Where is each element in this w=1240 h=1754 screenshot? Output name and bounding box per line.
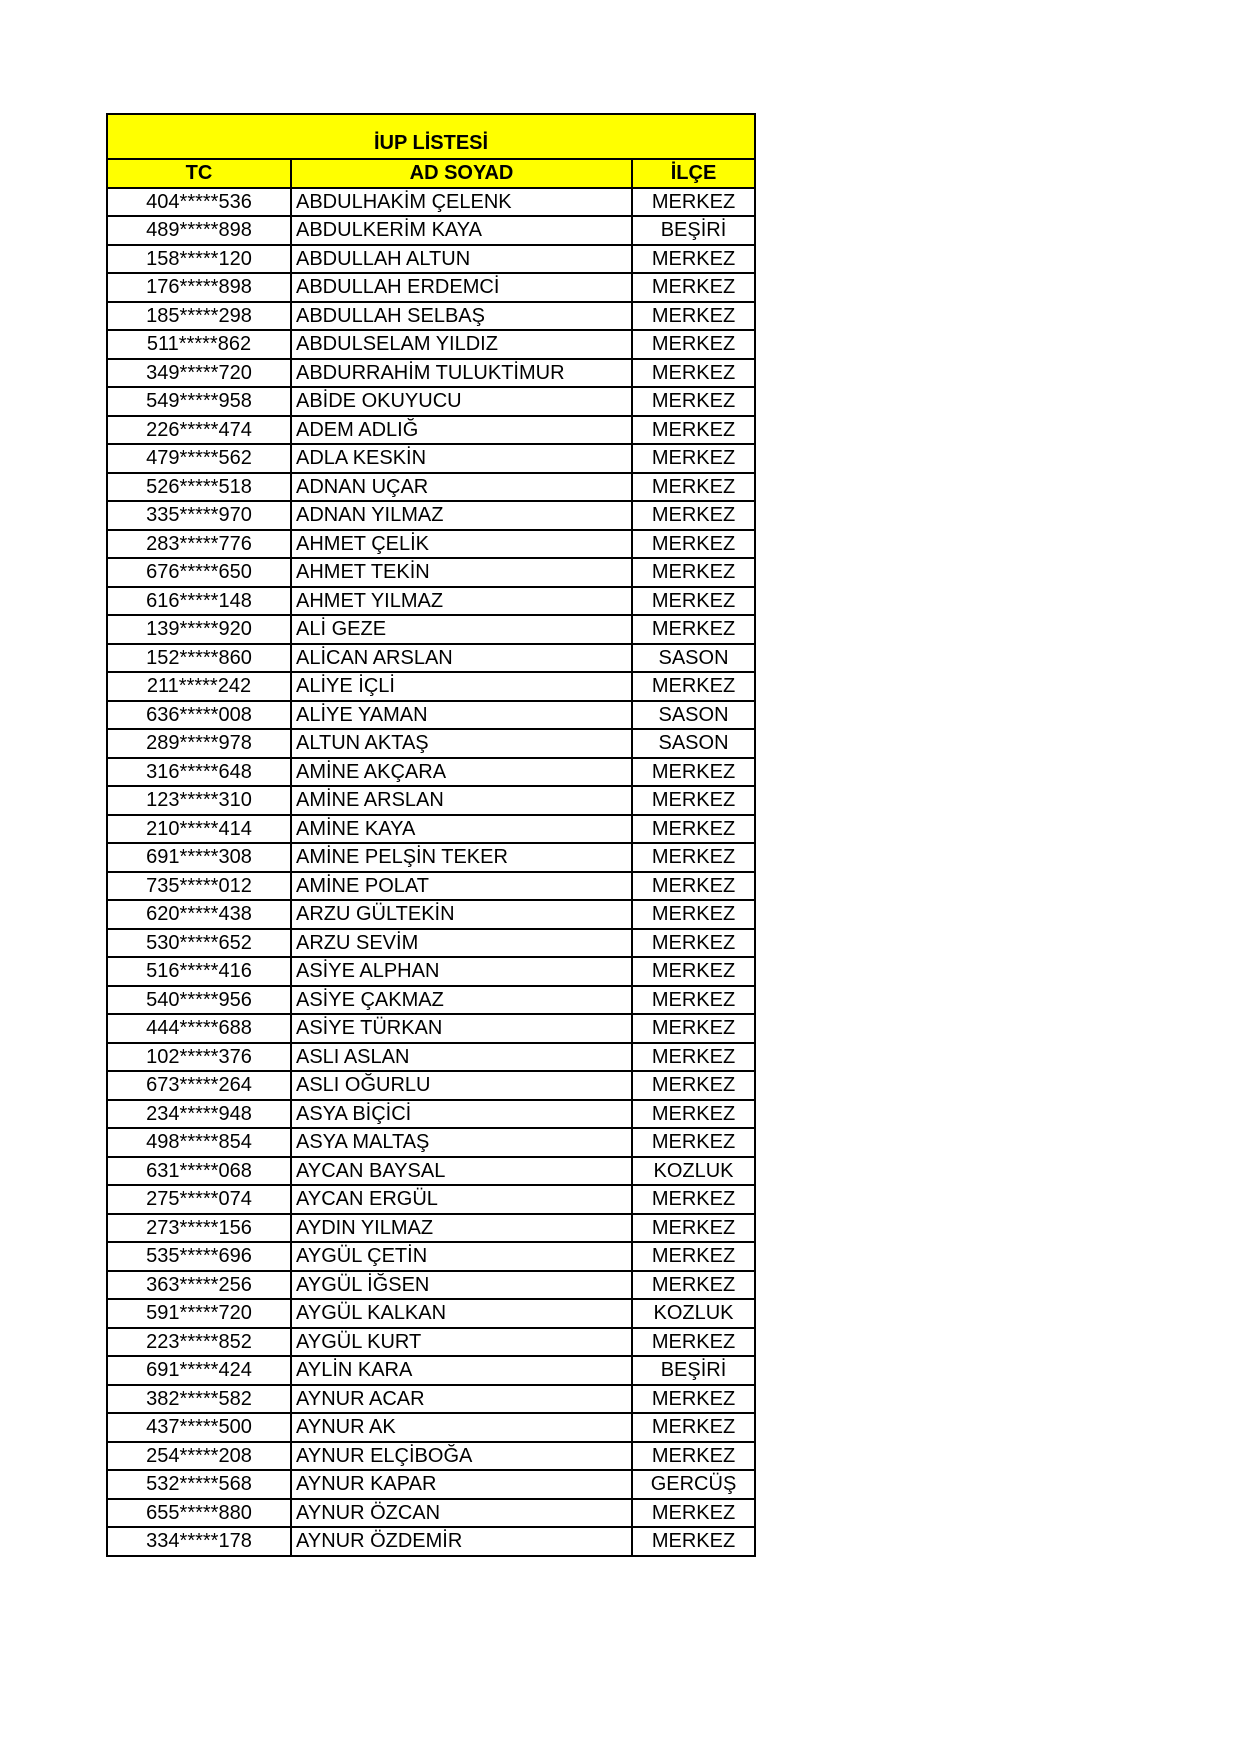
- cell-ilce: MERKEZ: [632, 558, 755, 587]
- cell-ad-soyad: ALTUN AKTAŞ: [291, 729, 632, 758]
- cell-ad-soyad: ALİCAN ARSLAN: [291, 644, 632, 673]
- table-row: [107, 900, 755, 929]
- table-row: [107, 615, 755, 644]
- cell-tc: 283*****776: [107, 530, 291, 559]
- table-row: [107, 558, 755, 587]
- table-row: [107, 1527, 755, 1556]
- cell-ad-soyad: AMİNE POLAT: [291, 872, 632, 901]
- table-row: [107, 1299, 755, 1328]
- cell-ilce: MERKEZ: [632, 957, 755, 986]
- cell-tc: 152*****860: [107, 644, 291, 673]
- cell-ad-soyad: ABDULHAKİM ÇELENK: [291, 188, 632, 217]
- cell-ad-soyad: AYLİN KARA: [291, 1356, 632, 1385]
- cell-ilce: MERKEZ: [632, 1385, 755, 1414]
- cell-ad-soyad: ABDULSELAM YILDIZ: [291, 330, 632, 359]
- cell-ilce: MERKEZ: [632, 1043, 755, 1072]
- table-row: [107, 216, 755, 245]
- cell-ilce: SASON: [632, 729, 755, 758]
- table-row: [107, 416, 755, 445]
- cell-ilce: MERKEZ: [632, 359, 755, 388]
- cell-ilce: MERKEZ: [632, 1442, 755, 1471]
- cell-tc: 511*****862: [107, 330, 291, 359]
- cell-ilce: MERKEZ: [632, 843, 755, 872]
- cell-tc: 234*****948: [107, 1100, 291, 1129]
- table-row: [107, 1100, 755, 1129]
- table-row: [107, 815, 755, 844]
- cell-tc: 620*****438: [107, 900, 291, 929]
- cell-ilce: SASON: [632, 701, 755, 730]
- cell-tc: 535*****696: [107, 1242, 291, 1271]
- cell-tc: 185*****298: [107, 302, 291, 331]
- cell-ad-soyad: AYGÜL ÇETİN: [291, 1242, 632, 1271]
- cell-tc: 275*****074: [107, 1185, 291, 1214]
- table-row: [107, 444, 755, 473]
- cell-ilce: MERKEZ: [632, 387, 755, 416]
- cell-tc: 591*****720: [107, 1299, 291, 1328]
- cell-ilce: MERKEZ: [632, 273, 755, 302]
- table-row: [107, 1128, 755, 1157]
- cell-ilce: MERKEZ: [632, 530, 755, 559]
- table-row: [107, 530, 755, 559]
- cell-ad-soyad: ALİYE İÇLİ: [291, 672, 632, 701]
- cell-ad-soyad: ASYA MALTAŞ: [291, 1128, 632, 1157]
- cell-tc: 289*****978: [107, 729, 291, 758]
- cell-tc: 532*****568: [107, 1470, 291, 1499]
- cell-tc: 549*****958: [107, 387, 291, 416]
- table-row: [107, 1328, 755, 1357]
- cell-tc: 334*****178: [107, 1527, 291, 1556]
- cell-tc: 102*****376: [107, 1043, 291, 1072]
- cell-ad-soyad: AMİNE PELŞİN TEKER: [291, 843, 632, 872]
- cell-ilce: MERKEZ: [632, 1271, 755, 1300]
- table-row: [107, 1185, 755, 1214]
- cell-ad-soyad: ARZU GÜLTEKİN: [291, 900, 632, 929]
- cell-tc: 530*****652: [107, 929, 291, 958]
- cell-ad-soyad: AYNUR ÖZCAN: [291, 1499, 632, 1528]
- table-row: [107, 986, 755, 1015]
- cell-tc: 676*****650: [107, 558, 291, 587]
- table-body: [107, 188, 755, 1556]
- cell-ad-soyad: AYDIN YILMAZ: [291, 1214, 632, 1243]
- column-header-ilce: İLÇE: [632, 159, 755, 188]
- cell-tc: 631*****068: [107, 1157, 291, 1186]
- cell-tc: 526*****518: [107, 473, 291, 502]
- cell-ilce: MERKEZ: [632, 929, 755, 958]
- table-row: [107, 501, 755, 530]
- cell-ilce: MERKEZ: [632, 330, 755, 359]
- cell-tc: 335*****970: [107, 501, 291, 530]
- table-row: [107, 1499, 755, 1528]
- cell-tc: 444*****688: [107, 1014, 291, 1043]
- table-row: [107, 587, 755, 616]
- cell-ilce: SASON: [632, 644, 755, 673]
- cell-tc: 223*****852: [107, 1328, 291, 1357]
- cell-ad-soyad: ABDULKERİM KAYA: [291, 216, 632, 245]
- cell-tc: 540*****956: [107, 986, 291, 1015]
- cell-ilce: MERKEZ: [632, 672, 755, 701]
- cell-tc: 735*****012: [107, 872, 291, 901]
- cell-ad-soyad: AYNUR ACAR: [291, 1385, 632, 1414]
- cell-tc: 636*****008: [107, 701, 291, 730]
- cell-ad-soyad: AMİNE KAYA: [291, 815, 632, 844]
- cell-ilce: MERKEZ: [632, 815, 755, 844]
- cell-tc: 123*****310: [107, 786, 291, 815]
- cell-ad-soyad: ASLI ASLAN: [291, 1043, 632, 1072]
- cell-ad-soyad: ASLI OĞURLU: [291, 1071, 632, 1100]
- cell-ilce: MERKEZ: [632, 615, 755, 644]
- table-row: [107, 330, 755, 359]
- cell-ad-soyad: ASİYE ÇAKMAZ: [291, 986, 632, 1015]
- cell-ad-soyad: ALİ GEZE: [291, 615, 632, 644]
- cell-ilce: MERKEZ: [632, 587, 755, 616]
- cell-ad-soyad: ABİDE OKUYUCU: [291, 387, 632, 416]
- table-row: [107, 786, 755, 815]
- table-row: [107, 758, 755, 787]
- cell-tc: 254*****208: [107, 1442, 291, 1471]
- cell-ad-soyad: AHMET TEKİN: [291, 558, 632, 587]
- cell-tc: 273*****156: [107, 1214, 291, 1243]
- cell-ad-soyad: ABDURRAHİM TULUKTİMUR: [291, 359, 632, 388]
- cell-ilce: MERKEZ: [632, 1214, 755, 1243]
- table-row: [107, 1356, 755, 1385]
- column-header-tc: TC: [107, 159, 291, 188]
- cell-tc: 516*****416: [107, 957, 291, 986]
- cell-ad-soyad: AHMET YILMAZ: [291, 587, 632, 616]
- cell-tc: 211*****242: [107, 672, 291, 701]
- cell-tc: 437*****500: [107, 1413, 291, 1442]
- cell-ilce: MERKEZ: [632, 900, 755, 929]
- cell-ilce: MERKEZ: [632, 416, 755, 445]
- cell-ilce: MERKEZ: [632, 444, 755, 473]
- table-row: [107, 245, 755, 274]
- cell-tc: 404*****536: [107, 188, 291, 217]
- cell-ad-soyad: ABDULLAH SELBAŞ: [291, 302, 632, 331]
- cell-ad-soyad: ADLA KESKİN: [291, 444, 632, 473]
- cell-ad-soyad: ALİYE YAMAN: [291, 701, 632, 730]
- cell-tc: 691*****424: [107, 1356, 291, 1385]
- cell-ilce: BEŞİRİ: [632, 216, 755, 245]
- cell-ilce: MERKEZ: [632, 786, 755, 815]
- cell-tc: 158*****120: [107, 245, 291, 274]
- cell-tc: 349*****720: [107, 359, 291, 388]
- cell-tc: 226*****474: [107, 416, 291, 445]
- cell-ad-soyad: ADNAN UÇAR: [291, 473, 632, 502]
- cell-ad-soyad: AYNUR ÖZDEMİR: [291, 1527, 632, 1556]
- table-row: [107, 1043, 755, 1072]
- table-row: [107, 957, 755, 986]
- cell-ad-soyad: AMİNE ARSLAN: [291, 786, 632, 815]
- cell-ad-soyad: ASYA BİÇİCİ: [291, 1100, 632, 1129]
- table-row: [107, 701, 755, 730]
- cell-ad-soyad: AMİNE AKÇARA: [291, 758, 632, 787]
- table-row: [107, 1071, 755, 1100]
- table-row: [107, 1470, 755, 1499]
- cell-tc: 382*****582: [107, 1385, 291, 1414]
- cell-tc: 479*****562: [107, 444, 291, 473]
- cell-ilce: MERKEZ: [632, 986, 755, 1015]
- cell-ilce: MERKEZ: [632, 1128, 755, 1157]
- cell-tc: 139*****920: [107, 615, 291, 644]
- table-row: [107, 188, 755, 217]
- cell-ilce: MERKEZ: [632, 1499, 755, 1528]
- table-row: [107, 359, 755, 388]
- cell-tc: 316*****648: [107, 758, 291, 787]
- cell-ilce: GERCÜŞ: [632, 1470, 755, 1499]
- table-row: [107, 1157, 755, 1186]
- table-row: [107, 1271, 755, 1300]
- table-row: [107, 1442, 755, 1471]
- cell-tc: 363*****256: [107, 1271, 291, 1300]
- cell-ilce: MERKEZ: [632, 501, 755, 530]
- cell-ad-soyad: AYGÜL İĞSEN: [291, 1271, 632, 1300]
- cell-tc: 616*****148: [107, 587, 291, 616]
- table-row: [107, 387, 755, 416]
- cell-tc: 498*****854: [107, 1128, 291, 1157]
- cell-ad-soyad: AYCAN BAYSAL: [291, 1157, 632, 1186]
- cell-ad-soyad: ASİYE TÜRKAN: [291, 1014, 632, 1043]
- cell-tc: 489*****898: [107, 216, 291, 245]
- cell-ad-soyad: AHMET ÇELİK: [291, 530, 632, 559]
- column-header-ad-soyad: AD SOYAD: [291, 159, 632, 188]
- cell-ad-soyad: ARZU SEVİM: [291, 929, 632, 958]
- table-row: [107, 1242, 755, 1271]
- cell-ilce: KOZLUK: [632, 1299, 755, 1328]
- table-row: [107, 473, 755, 502]
- cell-ad-soyad: ADEM ADLIĞ: [291, 416, 632, 445]
- cell-ilce: MERKEZ: [632, 1014, 755, 1043]
- cell-ad-soyad: ABDULLAH ERDEMCİ: [291, 273, 632, 302]
- iup-list-table: [106, 113, 756, 1557]
- cell-ad-soyad: AYNUR ELÇİBOĞA: [291, 1442, 632, 1471]
- cell-ilce: MERKEZ: [632, 1071, 755, 1100]
- table-row: [107, 843, 755, 872]
- cell-ilce: MERKEZ: [632, 302, 755, 331]
- cell-ilce: MERKEZ: [632, 188, 755, 217]
- cell-ilce: MERKEZ: [632, 245, 755, 274]
- cell-ad-soyad: ADNAN YILMAZ: [291, 501, 632, 530]
- cell-tc: 691*****308: [107, 843, 291, 872]
- table-row: [107, 929, 755, 958]
- table-row: [107, 1214, 755, 1243]
- cell-tc: 210*****414: [107, 815, 291, 844]
- cell-ilce: MERKEZ: [632, 872, 755, 901]
- cell-ilce: MERKEZ: [632, 758, 755, 787]
- table-row: [107, 302, 755, 331]
- table-row: [107, 1413, 755, 1442]
- table-row: [107, 1014, 755, 1043]
- table-row: [107, 1385, 755, 1414]
- cell-ilce: MERKEZ: [632, 1328, 755, 1357]
- table-row: [107, 672, 755, 701]
- cell-ad-soyad: ABDULLAH ALTUN: [291, 245, 632, 274]
- table-row: [107, 729, 755, 758]
- cell-ad-soyad: AYGÜL KURT: [291, 1328, 632, 1357]
- cell-ilce: MERKEZ: [632, 473, 755, 502]
- cell-tc: 673*****264: [107, 1071, 291, 1100]
- cell-ad-soyad: AYGÜL KALKAN: [291, 1299, 632, 1328]
- cell-ilce: MERKEZ: [632, 1413, 755, 1442]
- table-row: [107, 273, 755, 302]
- column-header-row: [107, 159, 755, 188]
- cell-ilce: MERKEZ: [632, 1100, 755, 1129]
- cell-ilce: BEŞİRİ: [632, 1356, 755, 1385]
- table-title: İUP LİSTESİ: [107, 114, 755, 159]
- cell-tc: 655*****880: [107, 1499, 291, 1528]
- cell-tc: 176*****898: [107, 273, 291, 302]
- table-row: [107, 644, 755, 673]
- table-title-row: [107, 114, 755, 159]
- cell-ad-soyad: ASİYE ALPHAN: [291, 957, 632, 986]
- cell-ad-soyad: AYNUR KAPAR: [291, 1470, 632, 1499]
- cell-ilce: KOZLUK: [632, 1157, 755, 1186]
- cell-ad-soyad: AYCAN ERGÜL: [291, 1185, 632, 1214]
- cell-ilce: MERKEZ: [632, 1185, 755, 1214]
- cell-ad-soyad: AYNUR AK: [291, 1413, 632, 1442]
- cell-ilce: MERKEZ: [632, 1527, 755, 1556]
- table-row: [107, 872, 755, 901]
- cell-ilce: MERKEZ: [632, 1242, 755, 1271]
